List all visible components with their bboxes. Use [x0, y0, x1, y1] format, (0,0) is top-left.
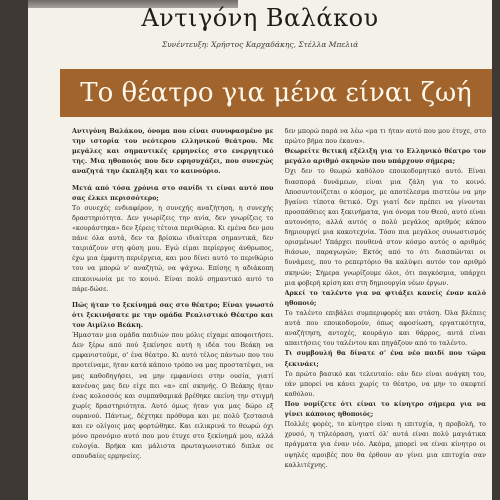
question-paragraph: Πώς ήταν το ξεκίνημά σας στο θέατρο; Είναι γνωστό ότι ξεκινήσατε με την ομάδα Ρεαλιστικό Θέατρο και τον Αιμίλιο Βεάκη.: [72, 300, 274, 329]
answer-paragraph: Όχι δεν το θεωρώ καθόλου εποικοδομητικό αυτό. Είναι διασπορά δυνάμεων, είναι μια ζάλη για το κοινό. Αποσυντονίζεται ο κόσμος, με αποτέλεσμα πιστεύω να μην βγαίνει τίποτα θετικό. Όχι γιατί δεν πρέπει να γίνονται προσπάθειες και ξεκινήματα, για όνομα του Θεού, αυτό είναι αυτονόητο, αλλά αυτός ο πολύ μεγάλος αριθμός κάπου δημιουργεί μια κακοτεχνία. Τόσο πια μεγάλος συνωστισμός ορισμένων! Υπάρχει πουθενά στον κόσμο αυτός ο αριθμός θιάσων, παραγωγών; Εκτός από το ότι διασπώνται οι δυνάμεις, που το ρεπερτόριο θα καλύψει αυτόν τον αριθμό σκηνών; Σήμερα γνωρίζουμε όλοι, ότι παγκόσμια, υπάρχει μια φοβερή κρίση και στη δημιουργία νέων έργων.: [284, 167, 486, 287]
article-body: [72, 126, 486, 500]
answer-paragraph: Ήμασταν μια ομάδα παιδιών που μόλις είχαμε αποφοιτήσει. Δεν ξέρω από πού ξεκίνησε αυτή η ιδέα του Βεάκη να εμφανιστούμε, σ' ένα θέατρο. Κι αυτό τέλος πάντων που του προτείναμε, ήταν κατά κάποιο τρόπο να μας προστατέψει, να μας καθοδηγήσει, να μην εμφανίσει στην ουσία, γιατί κανένας μας δεν είχε πει «α» επί σκηνής. Ο Βεάκης ήταν ένας κολοσσός και συμπαθαμικά βρέθηκε εκείνη την στιγμή χωρίς δραστηριότητα. Αυτό όμως ήταν για μας δώρο εξ ουρανού. Πάντως, δέχτηκε πρόθυμα και με πολύ ζεστασιά και εν ολίγοις μας φορτώθηκε. Και ειλικρινά το θεωρώ όχι μόνο προνόμιο αυτό που μου έτυχε στο ξεκίνημά μου, αλλά ευλογία. Βρήκα και μάλιστα πρωταγωνιστικό διπλα σε σπουδαίες ερμηνείες.: [72, 331, 274, 461]
interview-credits: Συνέντευξη: Χρήστος Καρχαδάκης, Στέλλα Μπελιά: [161, 40, 359, 49]
question-paragraph: Μετά από τόσα χρόνια στο σανίδι τι είναι αυτό που σας έλκει περισσότερο;: [72, 183, 274, 202]
answer-paragraph: Το συνεχές ενδιαφέρον, η συνεχής αναζήτηση, η συνεχής δραστηριότητα. Δεν γνωρίζεις την ανία, δεν γνωρίζεις το «κουράστηκα» δεν ξέρεις τέτοια περιθώρια. Κι εμένα δεν μου πάνε όλα αυτά, δεν τα βρίσκω ιδιαίτερα σημαντικά, δεν ταιριάζουν στη φύση μου. Εγώ είμαι περίεργος άνθρωπος, έχω μια έμφυτη περιέργεια, και μου δίνει αυτό το περιθώριο του να μπορώ ν' αναζητώ, να ψάχνω. Επίσης η αδιάκοπη επικοινωνία με το κοινό. Είναι πολύ σημαντικό αυτό το πάρε-δώσε.: [72, 203, 274, 293]
answer-paragraph: Το πρώτο βασικό και τελευταίο: εάν δεν είναι ανάγκη του, εάν μπορεί να κάνει χωρίς το θέατρο, να μην το σκεφτεί καθόλου.: [284, 369, 486, 398]
answer-paragraph: Πολλές φορές, το κίνητρο είναι η επιτυχία, η προβολή, το χρυσό, η τηλεόραση, γιατί όλ' αυτά είναι πολύ μαγιάτικα πράγματα για έναν νέο. Ακόμα, μπορεί να είναι κίνητρο οι υψηλές αμοιβές που θα έρθουν αν γίνει μια επιτυχία σαν καλλιτέχνης.: [284, 420, 486, 469]
author-name: Αντιγόνη Βαλάκου: [141, 4, 379, 32]
question-paragraph: Αρκεί το ταλέντο για να φτιάξει κανείς έναν καλό ηθοποιό;: [284, 288, 486, 307]
question-paragraph: Που νομίζετε ότι είναι το κίνητρο σήμερα για να γίνει κάποιος ηθοποιός;: [284, 399, 486, 419]
question-paragraph: Θεωρείτε θετική εξέλιξη για το Ελληνικό θέατρο τον μεγάλο αριθμό σκηνών που υπάρχουν σήμερα;: [284, 147, 486, 166]
answer-paragraph: Το ταλέντο επιβάλει συμπεριφορές και στάση. Όλα βλέπεις αυτά που εποικοδομούν, όπως αφοσίωση, εργατικότητα, αναζήτηση, αντοχές, κουράγιο και θάρρος, αυτά είναι απαιτήσεις του ταλέντου και πηγάζουν από το ταλέντο.: [284, 308, 486, 348]
question-paragraph: Τι συμβουλή θα δίνατε σ' ένα νέο παιδί που τώρα ξεκινάει;: [284, 349, 486, 368]
magazine-page: [28, 0, 492, 500]
question-paragraph: Αντιγόνη Βαλάκου, όνομα που είναι συνυφασμένο με την ιστορία του νεότερου ελληνικού θεάτρου. Με μεγάλες και σημαντικές ερμηνείες στο ενεργητικό της. Μια ηθοποιός που δεν εφησυχάζει, που συνεχώς αναζητά την έκπληξη και το καινούριο.: [72, 127, 274, 176]
article-title: Το θέατρο για μένα είναι ζωή: [60, 69, 492, 117]
left-column: [72, 126, 274, 500]
right-column: [285, 126, 487, 500]
answer-paragraph: δεν μπορώ παρά να λέω «μα τι ήταν αυτό που μου έτυχε, στο πρώτο βήμα που έκανα».: [284, 127, 486, 146]
